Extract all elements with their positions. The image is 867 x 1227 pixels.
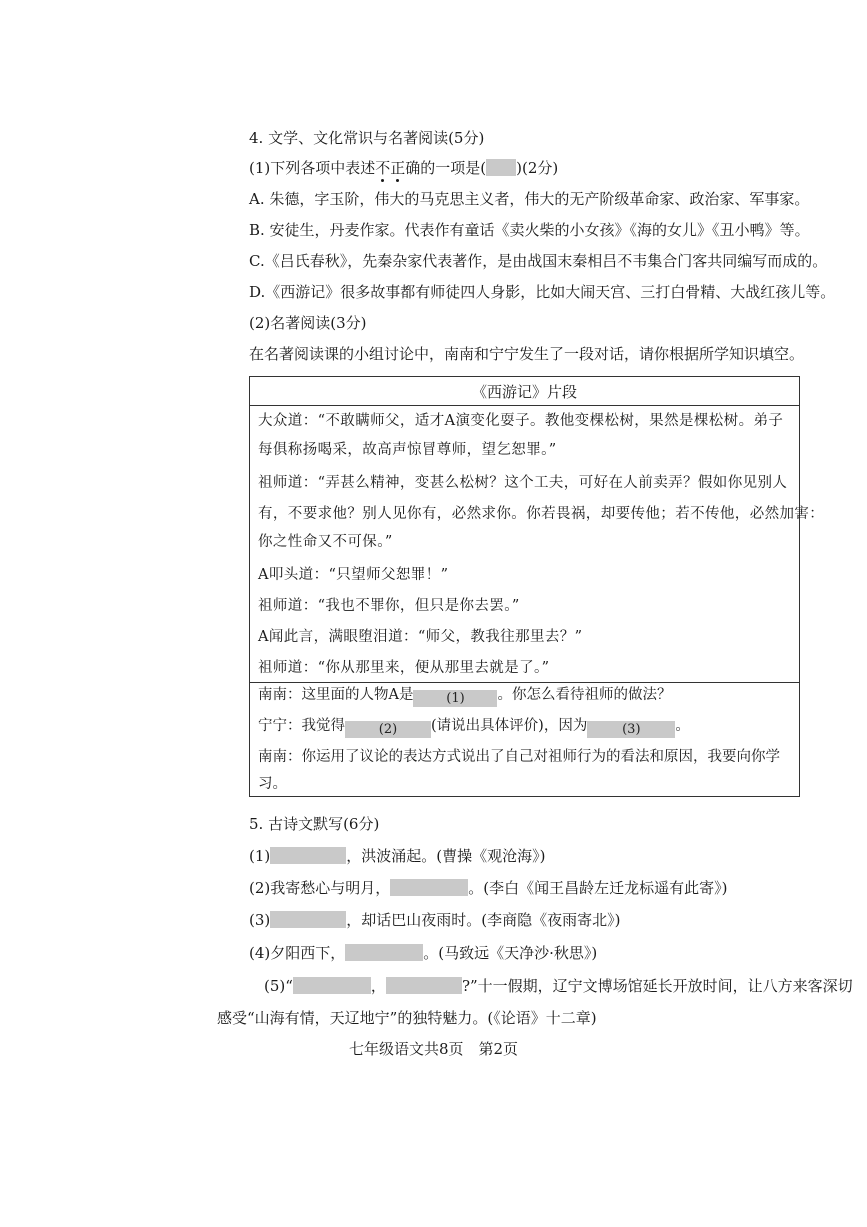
dialog-nannan-2: 南南：你运用了议论的表达方式说出了自己对祖师行为的看法和原因，我要向你学 — [258, 749, 780, 765]
item-text: (5)“ — [264, 977, 293, 995]
excerpt-line: A叩头道：“只望师父恕罪！” — [258, 567, 449, 583]
item-text: ，洪波涌起。(曹操《观沧海》) — [346, 847, 546, 865]
answer-blank — [293, 977, 371, 994]
q5-item-5 — [264, 976, 853, 996]
dialog-text: (请说出具体评价)，因为 — [431, 718, 588, 734]
excerpt-box — [249, 376, 825, 797]
item-text: ，却话巴山夜雨时。(李商隐《夜雨寄北》) — [346, 911, 621, 929]
item-text: (1) — [249, 847, 271, 865]
answer-blank-1: (1) — [413, 690, 497, 707]
q5-item-2 — [249, 878, 727, 898]
item-text: (2)我寄愁心与明月， — [249, 879, 391, 897]
box-divider — [250, 682, 799, 683]
excerpt-line: 有，不要求他？别人见你有，必然求你。你若畏祸，却要传他；若不传他，必然加害： — [258, 506, 825, 522]
excerpt-line: 祖师道：“弄甚么精神，变甚么松树？这个工夫，可好在人前卖弄？假如你见别人 — [258, 475, 788, 491]
q4-sub1 — [249, 158, 558, 178]
excerpt-line: 大众道：“不敢瞒师父，适才A演变化耍子。教他变棵松树，果然是棵松树。弟子 — [258, 413, 784, 429]
dialog-text: 宁宁：我觉得 — [258, 718, 345, 734]
emphasis-dot-char: 正 — [390, 159, 406, 177]
dialog-ningning — [258, 716, 690, 738]
q4-sub1-pre: (1)下列各项中表述 — [249, 159, 376, 177]
item-text: 。(李白《闻王昌龄左迁龙标遥有此寄》) — [468, 879, 728, 897]
emphasis-dot-char: 不 — [375, 159, 391, 177]
item-text: ， — [370, 977, 386, 995]
answer-blank-2: (2) — [345, 721, 431, 738]
answer-blank — [270, 911, 346, 928]
answer-blank — [345, 944, 423, 961]
option-a: A. 朱德，字玉阶，伟大的马克思主义者，伟大的无产阶级革命家、政治家、军事家。 — [249, 190, 810, 208]
dialog-nannan-2-cont: 习。 — [258, 776, 287, 792]
q5-item-4 — [249, 943, 597, 963]
dialog-text: 南南：这里面的人物A是 — [258, 687, 414, 703]
dialog-nannan-1 — [258, 685, 671, 707]
answer-blank — [486, 159, 516, 176]
excerpt-line: 祖师道：“我也不罪你，但只是你去罢。” — [258, 598, 520, 614]
dialog-text: 。 — [675, 718, 690, 734]
item-text: ?”十一假期，辽宁文博场馆延长开放时间，让八方来客深切 — [461, 977, 853, 995]
q4-sub2-title: (2)名著阅读(3分) — [249, 314, 367, 332]
q5-item-3 — [249, 910, 620, 930]
q4-sub1-score: )(2分) — [516, 159, 559, 177]
answer-blank — [270, 847, 346, 864]
item-text: 。(马致远《天净沙·秋思》) — [423, 944, 598, 962]
item-text: (3) — [249, 911, 271, 929]
answer-blank — [390, 879, 468, 896]
q5-item-1 — [249, 846, 545, 866]
excerpt-line: 祖师道：“你从那里来，便从那里去就是了。” — [258, 660, 550, 676]
q4-sub1-post: 确的一项是( — [405, 159, 487, 177]
excerpt-line: 你之性命又不可保。” — [258, 534, 393, 550]
q5-title: 5. 古诗文默写(6分) — [249, 815, 380, 833]
answer-blank — [386, 977, 462, 994]
excerpt-title: 《西游记》片段 — [250, 377, 799, 406]
q4-title: 4. 文学、文化常识与名著阅读(5分) — [249, 129, 485, 147]
option-c: C.《吕氏春秋》，先秦杂家代表著作，是由战国末秦相吕不韦集合门客共同编写而成的。 — [249, 252, 828, 270]
option-d: D.《西游记》很多故事都有师徒四人身影，比如大闹天宫、三打白骨精、大战红孩儿等。 — [249, 283, 836, 301]
q5-item-5-cont: 感受“山海有情，天辽地宁”的独特魅力。(《论语》十二章) — [217, 1009, 597, 1027]
page-footer: 七年级语文共8页 第2页 — [348, 1040, 519, 1058]
answer-blank-3: (3) — [587, 721, 675, 738]
option-b: B. 安徒生，丹麦作家。代表作有童话《卖火柴的小女孩》《海的女儿》《丑小鸭》等。 — [249, 221, 810, 239]
excerpt-line: A闻此言，满眼堕泪道：“师父，教我往那里去？” — [258, 629, 583, 645]
q4-intro: 在名著阅读课的小组讨论中，南南和宁宁发生了一段对话，请你根据所学知识填空。 — [249, 345, 805, 363]
item-text: (4)夕阳西下， — [249, 944, 346, 962]
dialog-text: 。你怎么看待祖师的做法？ — [497, 687, 672, 703]
excerpt-line: 每俱称扬喝采，故高声惊冒尊师，望乞恕罪。” — [258, 442, 557, 458]
